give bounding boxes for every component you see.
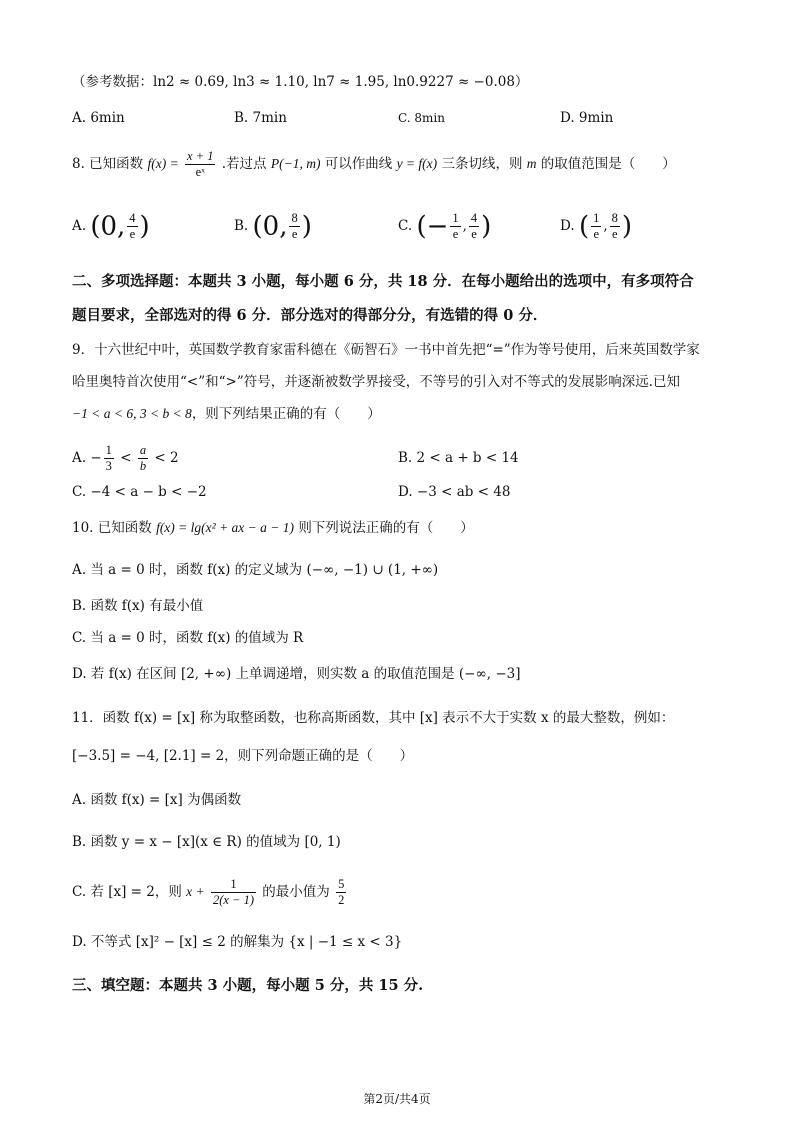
q11-line1: 11．函数 f(x) = [x] 称为取整函数，也称高斯函数，其中 [x] 表示不大于实数 x 的最大整数，例如： xyxy=(72,710,675,726)
q11-option-c[interactable] xyxy=(72,872,348,912)
q9-option-a[interactable] xyxy=(72,438,179,478)
q8-option-c[interactable] xyxy=(398,206,491,247)
q9-option-a-post: < 2 xyxy=(154,450,179,466)
q9-option-a-den1: 3 xyxy=(105,459,112,473)
q10-option-c[interactable]: C. 当 a = 0 时，函数 f(x) 的值域为 R xyxy=(72,630,304,646)
q11-option-c-value xyxy=(336,877,346,908)
q10-option-b[interactable]: B. 函数 f(x) 有最小值 xyxy=(72,598,204,614)
q9-option-a-fraction1 xyxy=(104,443,114,474)
q8-option-a-lparen: (0, xyxy=(90,211,126,242)
q10-tail: 则下列说法正确的有（ ） xyxy=(298,520,474,536)
q8-function: f(x) = xyxy=(147,156,179,171)
q9-line3-tail: ，则下列结果正确的有（ ） xyxy=(191,406,381,422)
q8-stem xyxy=(72,146,676,182)
q8-option-b-rparen: ) xyxy=(301,211,312,242)
q8-prefix: 8. 已知函数 xyxy=(72,156,144,172)
q8-variable-m: m xyxy=(526,156,537,171)
q8-option-d-label: D. xyxy=(560,218,575,234)
q10-option-a[interactable]: A. 当 a = 0 时，函数 f(x) 的定义域为 (−∞, −1) ∪ (1, +∞) xyxy=(72,562,439,578)
q8-tail: 的取值范围是（ ） xyxy=(540,156,676,172)
q8-option-c-comma: , xyxy=(462,218,467,234)
q8-option-d-comma: , xyxy=(603,218,608,234)
q11-option-a[interactable]: A. 函数 f(x) = [x] 为偶函数 xyxy=(72,792,242,808)
q8-options xyxy=(72,206,732,246)
q8-option-c-num2: 4 xyxy=(470,211,478,225)
q9-condition: −1 < a < 6, 3 < b < 8 xyxy=(72,406,192,421)
q8-option-d-den1: e xyxy=(593,227,599,241)
q8-fraction xyxy=(185,149,215,180)
q11-option-c-value-num: 5 xyxy=(338,877,345,891)
q7-option-a[interactable]: A. 6min xyxy=(72,110,125,126)
q8-option-a[interactable] xyxy=(72,206,150,247)
q9-option-b[interactable]: B. 2 < a + b < 14 xyxy=(398,450,519,466)
q8-option-d-den2: e xyxy=(611,227,618,241)
q8-option-d-num2: 8 xyxy=(611,211,618,225)
q8-option-d-fraction2 xyxy=(610,211,620,242)
q9-option-a-num1: 1 xyxy=(105,443,112,457)
q9-option-d[interactable]: D. −3 < ab < 48 xyxy=(398,484,511,500)
q9-options-row1 xyxy=(72,438,732,478)
q11-option-c-mid: 的最小值为 xyxy=(262,884,330,900)
q10-prefix: 10. 已知函数 xyxy=(72,520,152,536)
q10-option-d[interactable]: D. 若 f(x) 在区间 [2, +∞) 上单调递增，则实数 a 的取值范围是 (−∞, −3] xyxy=(72,666,521,682)
q10-stem xyxy=(72,518,474,538)
q7-option-d[interactable]: D. 9min xyxy=(560,110,614,126)
q11-option-c-num: 1 xyxy=(211,877,256,893)
q8-point: P(−1, m) xyxy=(270,156,321,171)
q9-line1: 9．十六世纪中叶，英国数学教育家雷科德在《砺智石》一书中首先把“=”作为等号使用，后来英国数学家 xyxy=(72,342,700,358)
q11-line2: [−3.5] = −4, [2.1] = 2，则下列命题正确的是（ ） xyxy=(72,748,414,764)
q8-option-c-fraction1 xyxy=(450,211,460,242)
q8-option-d-lparen: ( xyxy=(578,211,590,242)
q8-option-c-rparen: ) xyxy=(481,211,492,242)
q8-middle2: 可以作曲线 xyxy=(324,156,393,172)
q8-option-d-num1: 1 xyxy=(593,211,600,225)
q8-option-b-label: B. xyxy=(234,218,249,234)
q8-option-d[interactable] xyxy=(560,206,632,247)
q8-option-c-den1: e xyxy=(452,227,459,241)
q8-option-b-den: e xyxy=(291,227,298,241)
q9-option-c[interactable]: C. −4 < a − b < −2 xyxy=(72,484,207,500)
q8-option-b-lparen: (0, xyxy=(252,211,288,242)
q11-option-c-fraction xyxy=(211,877,256,908)
section2-heading-line1: 二、多项选择题：本题共 3 小题，每小题 6 分，共 18 分．在每小题给出的选项中，有多项符合 xyxy=(72,273,694,290)
q11-option-c-value-den: 2 xyxy=(338,893,345,907)
q7-option-b[interactable]: B. 7min xyxy=(234,110,287,126)
q8-option-c-lparen: (− xyxy=(416,211,449,242)
q9-option-a-den2: b xyxy=(139,459,147,473)
q8-option-a-den: e xyxy=(129,227,136,241)
q8-fraction-denominator: eˣ xyxy=(195,165,205,179)
q8-option-d-fraction1 xyxy=(591,211,601,242)
section3-heading: 三、填空题：本题共 3 小题，每小题 5 分，共 15 分. xyxy=(72,977,424,994)
q8-suffix: 三条切线，则 xyxy=(441,156,523,172)
q8-option-a-rparen: ) xyxy=(139,211,150,242)
q8-option-c-num1: 1 xyxy=(452,211,459,225)
q8-fraction-numerator: x + 1 xyxy=(186,149,214,163)
section2-heading-line2: 题目要求，全部选对的得 6 分．部分选对的得部分分，有选错的得 0 分． xyxy=(72,307,548,324)
q8-option-c-label: C. xyxy=(398,218,413,234)
q8-option-d-rparen: ) xyxy=(621,211,633,242)
reference-data: （参考数据：ln2 ≈ 0.69, ln3 ≈ 1.10, ln7 ≈ 1.95, ln0.9227 ≈ −0.08） xyxy=(72,74,529,90)
q11-option-c-pre: C. 若 [x] = 2，则 xyxy=(72,884,182,900)
q8-option-c-fraction2 xyxy=(469,211,479,242)
q7-option-c[interactable]: C. 8min xyxy=(398,111,445,125)
q9-option-a-lt: < xyxy=(120,450,132,466)
q11-option-c-den: 2(x − 1) xyxy=(212,893,254,907)
q10-function: f(x) = lg(x² + ax − a − 1) xyxy=(156,520,295,535)
q8-middle: .若过点 xyxy=(221,156,267,172)
q11-option-d[interactable]: D. 不等式 [x]² − [x] ≤ 2 的解集为 {x | −1 ≤ x < 3} xyxy=(72,934,403,950)
q8-option-b-fraction xyxy=(289,211,299,242)
q9-option-a-num2: a xyxy=(139,443,147,457)
page-footer: 第2页/共4页 xyxy=(363,1092,431,1106)
q8-option-a-fraction xyxy=(127,211,137,242)
q8-option-b[interactable] xyxy=(234,206,312,247)
q11-option-c-x: x + xyxy=(186,884,205,899)
q9-option-a-minus: − xyxy=(90,450,102,466)
q9-line2: 哈里奥特首次使用“<”和“>”符号，并逐渐被数学界接受，不等号的引入对不等式的发展影响深远.已知 xyxy=(72,374,681,390)
q8-option-a-label: A. xyxy=(72,218,87,234)
q9-option-a-label: A. xyxy=(72,450,87,466)
q8-option-b-num: 8 xyxy=(291,211,298,225)
q9-option-a-fraction2 xyxy=(138,443,148,474)
q8-option-a-num: 4 xyxy=(129,211,136,225)
q9-line3 xyxy=(72,404,381,424)
q8-curve: y = f(x) xyxy=(396,156,438,171)
q8-option-c-den2: e xyxy=(471,227,477,241)
q11-option-b[interactable]: B. 函数 y = x − [x](x ∈ R) 的值域为 [0, 1) xyxy=(72,834,341,850)
